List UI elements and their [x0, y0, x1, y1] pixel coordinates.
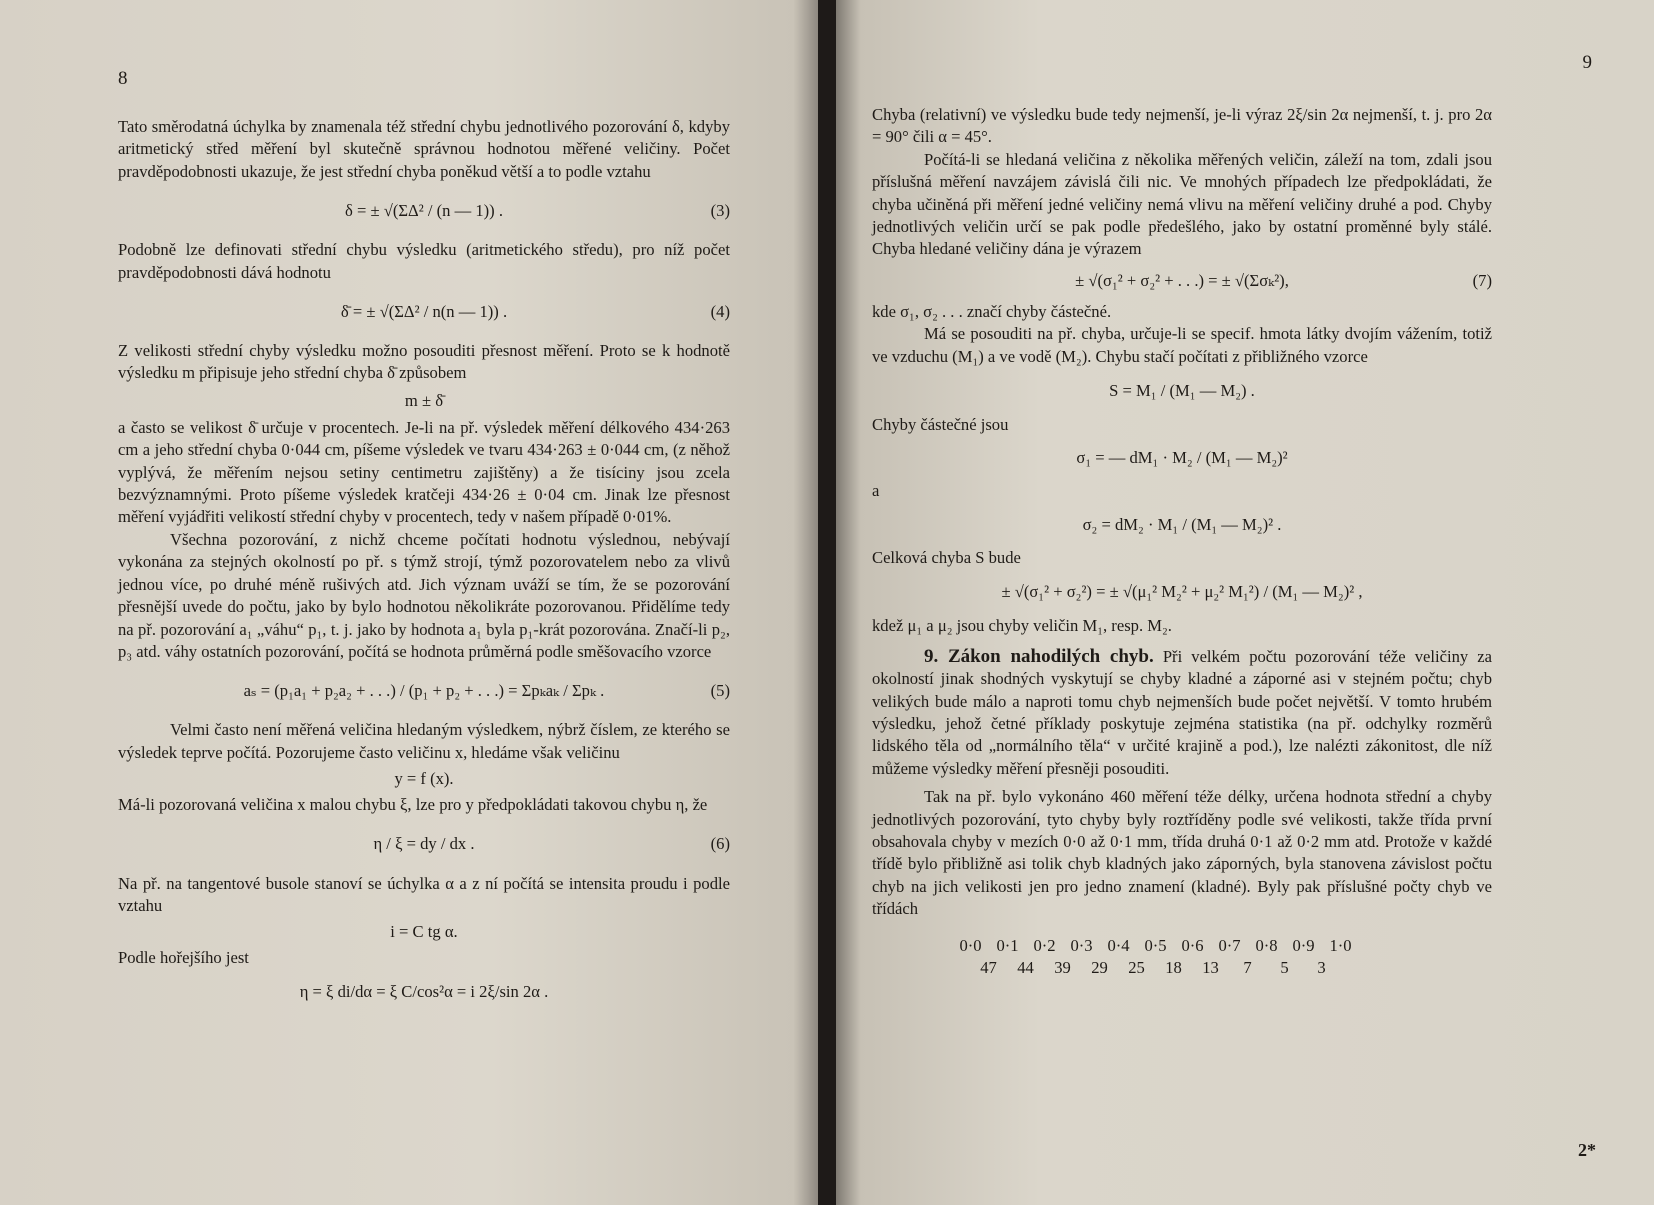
table-cell: 0·3 [1070, 935, 1093, 955]
equation-text: ± √(σ₁² + σ₂²) = ± √(μ₁² M₂² + μ₂² M₁²) / (M₁ — M₂)² , [1001, 582, 1363, 602]
right-page [836, 0, 1654, 1205]
book-gutter [818, 0, 836, 1205]
equation-text: y = f (x). [394, 768, 454, 788]
equation-text: η / ξ = dy / dx . [373, 834, 475, 854]
equation-total [872, 569, 1492, 615]
equation-text: σ₁ = — dM₁ · M₂ / (M₁ — M₂)² [1076, 448, 1288, 468]
equation-text: aₛ = (p₁a₁ + p₂a₂ + . . .) / (p₁ + p₂ + . . .) = Σpₖaₖ / Σpₖ . [243, 681, 605, 701]
equation-sigma2 [872, 503, 1492, 547]
paragraph: Podobně lze definovati střední chybu výsledku (aritmetického středu), pro níž počet pravděpodobnosti dává hodnotu [118, 240, 730, 282]
equation-4 [118, 284, 730, 340]
equation-7 [872, 261, 1492, 301]
table-cell: 39 [1054, 957, 1071, 977]
table-cell: 0·1 [996, 935, 1019, 955]
table-cell: 3 [1317, 957, 1326, 977]
table-cell: 25 [1128, 957, 1145, 977]
section-paragraph [872, 646, 1492, 780]
paragraph: kde σ₁, σ₂ . . . značí chyby částečné. [872, 301, 1112, 321]
paragraph: Chyby částečné jsou [872, 415, 1009, 435]
equation-text: m ± δ̄ [404, 390, 444, 410]
equation-number: (5) [710, 681, 730, 701]
equation-number: (4) [710, 301, 730, 321]
equation-5 [118, 663, 730, 719]
equation-text: δ = ± √(ΣΔ² / (n — 1)) . [345, 201, 503, 221]
table-cell: 0·7 [1218, 935, 1241, 955]
equation-text: σ₂ = dM₂ · M₁ / (M₁ — M₂)² . [1082, 514, 1282, 534]
page-number: 9 [1582, 52, 1592, 73]
equation-number: (3) [710, 201, 730, 221]
equation-y [118, 764, 730, 794]
table-cell: 0·2 [1033, 935, 1056, 955]
page-number: 8 [118, 68, 128, 89]
table-cell: 13 [1202, 957, 1219, 977]
equation-sigma1 [872, 436, 1492, 480]
equation-i [118, 917, 730, 947]
paragraph: Podle hořejšího jest [118, 948, 249, 968]
equation-3 [118, 183, 730, 239]
equation-text: ± √(σ₁² + σ₂² + . . .) = ± √(Σσₖ²), [1075, 270, 1289, 290]
section-heading: 9. Zákon nahodilých chyb. [924, 645, 1154, 667]
paragraph: Velmi často není měřená veličina hledaným výsledkem, nýbrž číslem, ze kterého se výsledek teprve počítá. Pozorujeme často veličinu x, hledáme však veličinu [118, 720, 730, 762]
left-page [0, 0, 818, 1205]
paragraph: Má se posouditi na př. chyba, určuje-li se specif. hmota látky dvojím vážením, totiž ve vzduchu (M₁) a ve vodě (M₂). Chybu stačí počítati z přibližného vzorce [872, 324, 1492, 366]
paragraph: Při velkém počtu pozorování téže veličiny za okolností jinak shodných vyskytují se chyby kladné a záporné asi v stejném počtu; chyb velikých bude málo a naproti tomu chyb nejmenších bude počet největší. V tomto hrubém výsledku, jehož četné příklady poskytuje zejména statistika (na př. odchylky rozměrů lidského těla od „normálního těla“ v určité krajině a pod.), lze nalézti zákonitost, dle níž můžeme výsledky měření přesněji posouditi. [872, 646, 1492, 778]
equation-6 [118, 817, 730, 873]
paragraph: a [872, 481, 880, 501]
table-cell: 0·6 [1181, 935, 1204, 955]
table-cell: 29 [1091, 957, 1108, 977]
equation-m [118, 385, 730, 417]
equation-text: δ̄ = ± √(ΣΔ² / n(n — 1)) . [340, 301, 508, 321]
table-cell: 0·0 [959, 935, 982, 955]
paragraph: Všechna pozorování, z nichž chceme počítati hodnotu výslednou, nebývají vykonána za stejných okolností po př. s týmž strojí, týmž pozorovatelem nebo za vlivů jednou více, po druhé méně rušivých atd. Jich význam uváží se tím, že se pozorování přesnější uvede do počtu, jako by bylo hodnotou několikráte pozorovanou. Přidělíme tedy na př. pozorování a₁ „váhu“ p₁, t. j. jako by hodnota a₁ byla p₁-krát pozorována. Značí-li p₂, p₃ atd. váhy ostatních pozorování, počítá se hodnota průměrná podle směšovacího vzorce [118, 529, 730, 661]
left-page-text [118, 116, 730, 1014]
signature-mark: 2* [1578, 1140, 1596, 1160]
table-cell: 0·5 [1144, 935, 1167, 955]
paragraph: Tato směrodatná úchylka by znamenala též střední chybu jednotlivého pozorování δ, kdyby aritmetický střed měření byl skutečně správnou hodnotou měřené veličiny. Počet pravděpodobnosti ukazuje, že jest střední chyba poněkud větší a to podle vztahu [118, 117, 730, 181]
equation-S [872, 368, 1492, 414]
table-cell: 7 [1243, 957, 1252, 977]
table-row [952, 935, 1492, 957]
table-cell: 18 [1165, 957, 1182, 977]
table-cell: 5 [1280, 957, 1289, 977]
table-cell: 0·9 [1292, 935, 1315, 955]
equation-number: (6) [710, 834, 730, 854]
equation-number: (7) [1472, 270, 1492, 290]
table-cell: 0·4 [1107, 935, 1130, 955]
paragraph: Na př. na tangentové busole stanoví se úchylka α a z ní počítá se intensita proudu i podle vztahu [118, 873, 730, 915]
paragraph: Má-li pozorovaná veličina x malou chybu ξ, lze pro y předpokládati takovou chybu η, že [118, 795, 708, 815]
paragraph: Počítá-li se hledaná veličina z několika měřených veličin, záleží na tom, zdali jsou příslušná měření navzájem závislá čili nic. Ve mnohých případech lze předpokládati, že chyba učiněná při měření jedné veličiny nemá vlivu na měření veličiny druhé a pod. Chyby jednotlivých veličin určí se pak podle předešlého, jako by ostatní proměnné byly stálé. Chyba hledané veličiny dána je výrazem [872, 149, 1492, 259]
right-page-text [872, 104, 1492, 979]
paragraph: Z velikosti střední chyby výsledku možno posouditi přesnost měření. Proto se k hodnotě výsledku m připisuje jeho střední chyba δ̄ způsobem [118, 341, 730, 383]
paragraph: Tak na př. bylo vykonáno 460 měření téže délky, určena hodnota střední a chyby jednotlivých pozorování, tyto chyby byly roztříděny podle své velikosti, takže třída první obsahovala chyby v mezích 0·0 až 0·1 mm, třída druhá 0·1 až 0·2 mm atd. Protože v každé třídě bylo přibližně asi tolik chyb kladných jako záporných, byla stanovena závislost počtu chyb na jich velikosti jen pro jedno znamení (kladné). Byly pak příslušné počty chyb ve třídách [872, 787, 1492, 919]
paragraph: Celková chyba S bude [872, 547, 1021, 567]
error-count-table [952, 935, 1492, 980]
equation-eta [118, 970, 730, 1014]
table-cell: 1·0 [1329, 935, 1352, 955]
equation-text: S = M₁ / (M₁ — M₂) . [1109, 380, 1255, 400]
paragraph: a často se velikost δ̄ určuje v procentech. Je-li na př. výsledek měření délkového 434·263 cm a jeho střední chyba 0·044 cm, píšeme výsledek ve tvaru 434·263 ± 0·044 cm, (z něhož vyplývá, že měřením nejsou setiny centimetru zajištěny) a že tisíciny jsou zcela bezvýznamnými. Proto píšeme výsledek kratčeji 434·26 ± 0·04 cm. Jinak lze přesnost měření vyjádřiti velikostí střední chyby v procentech, tedy v našem případě 0·01%. [118, 417, 730, 527]
equation-text: η = ξ di/dα = ξ C/cos²α = i 2ξ/sin 2α . [299, 981, 549, 1001]
paragraph: kdež μ₁ a μ₂ jsou chyby veličin M₁, resp. M₂. [872, 616, 1172, 636]
table-row [970, 957, 1492, 979]
paragraph: Chyba (relativní) ve výsledku bude tedy nejmenší, je-li výraz 2ξ/sin 2α nejmenší, t. j. pro 2α = 90° čili α = 45°. [872, 105, 1492, 147]
equation-text: i = C tg α. [390, 922, 458, 942]
table-cell: 0·8 [1255, 935, 1278, 955]
table-cell: 47 [980, 957, 997, 977]
table-cell: 44 [1017, 957, 1034, 977]
